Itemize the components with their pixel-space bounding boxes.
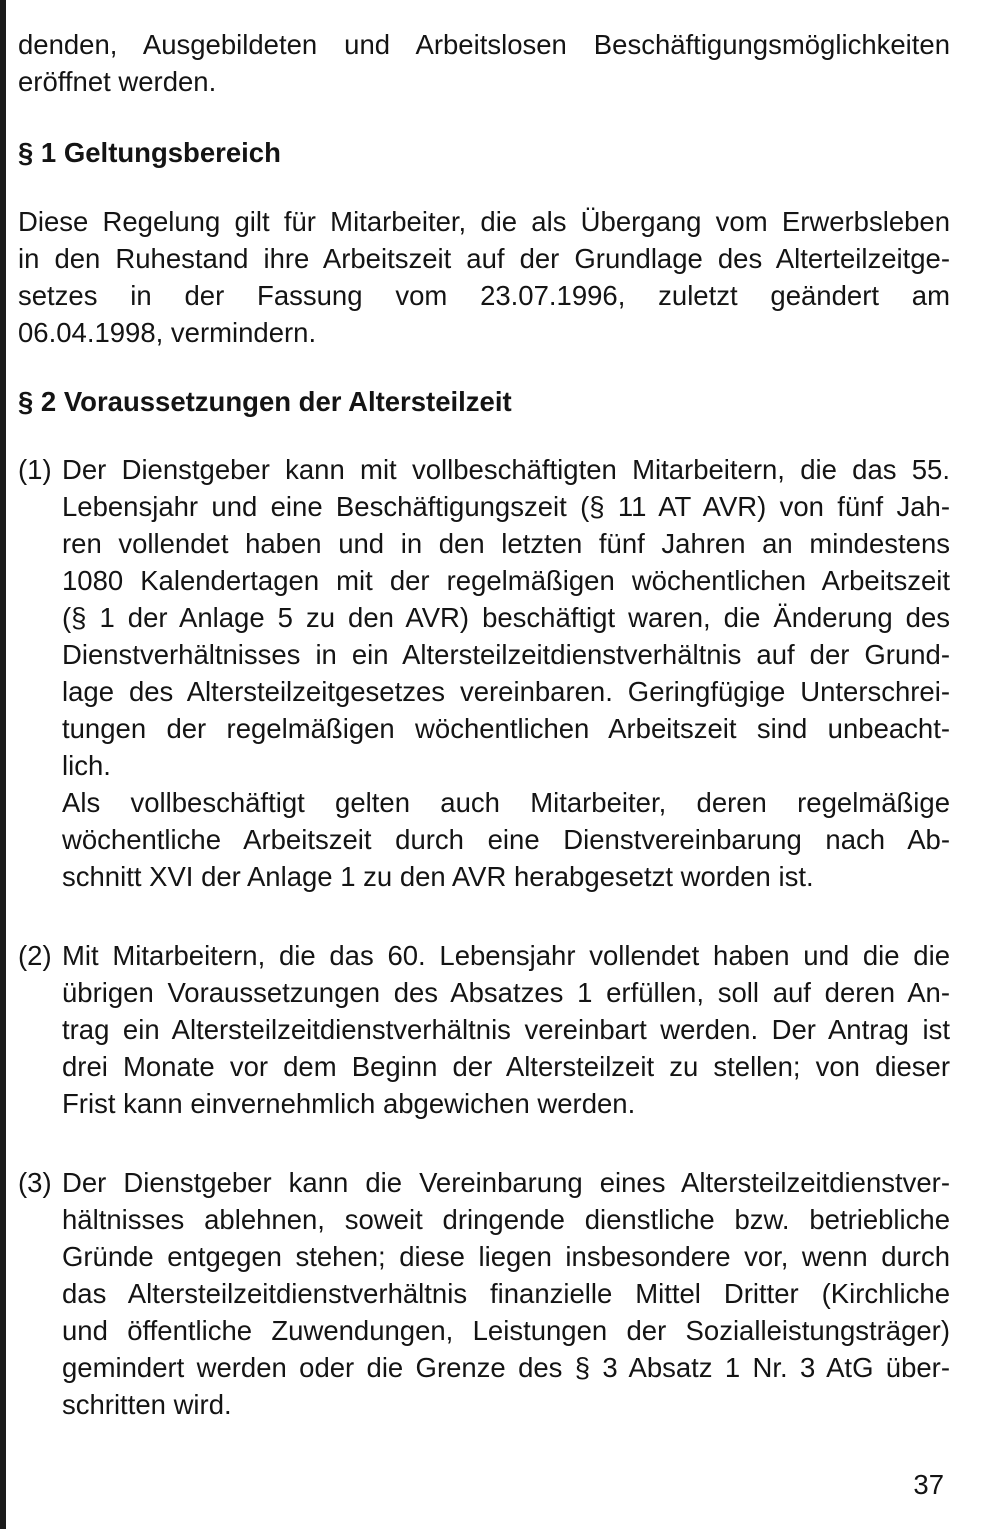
section-1-heading: § 1 Geltungsbereich bbox=[18, 137, 281, 168]
item-1-line: Lebensjahr und eine Beschäftigungszeit (§ 11 AT AVR) von fünf Jah- bbox=[62, 491, 950, 522]
section-2-item-1 bbox=[18, 451, 950, 895]
item-1-paragraph bbox=[62, 451, 950, 895]
item-1-line: Der Dienstgeber kann mit vollbeschäftigten Mitarbeitern, die das 55. bbox=[62, 454, 950, 485]
item-number: (2) bbox=[18, 940, 52, 971]
section-2-heading: § 2 Voraussetzungen der Altersteilzeit bbox=[18, 386, 512, 417]
item-2-line: drei Monate vor dem Beginn der Altersteilzeit zu stellen; von dieser bbox=[62, 1051, 950, 1082]
item-1-line: Dienstverhältnisses in ein Altersteilzeitdienstverhältnis auf der Grund- bbox=[62, 639, 950, 670]
item-2-line: übrigen Voraussetzungen des Absatzes 1 erfüllen, soll auf deren An- bbox=[62, 977, 950, 1008]
item-3-line: Gründe entgegen stehen; diese liegen insbesondere vor, wenn durch bbox=[62, 1241, 950, 1272]
item-1-line: schnitt XVI der Anlage 1 zu den AVR herabgesetzt worden ist. bbox=[62, 861, 814, 892]
item-number: (1) bbox=[18, 454, 52, 485]
section-1-line: 06.04.1998, vermindern. bbox=[18, 317, 317, 348]
item-1-line: (§ 1 der Anlage 5 zu den AVR) beschäftigt waren, die Änderung des bbox=[62, 602, 950, 633]
section-2-item-2 bbox=[18, 937, 950, 1122]
item-3-line: hältnisses ablehnen, soweit dringende dienstliche bzw. betriebliche bbox=[62, 1204, 950, 1235]
item-1-line: tungen der regelmäßigen wöchentlichen Arbeitszeit sind unbeacht- bbox=[62, 713, 950, 744]
intro-line-2: eröffnet werden. bbox=[18, 66, 217, 97]
item-2-paragraph bbox=[62, 937, 950, 1122]
section-1-paragraph bbox=[18, 203, 950, 351]
item-number: (3) bbox=[18, 1167, 52, 1198]
section-1-line: Diese Regelung gilt für Mitarbeiter, die als Übergang vom Erwerbsleben bbox=[18, 206, 950, 237]
item-3-line: gemindert werden oder die Grenze des § 3 Absatz 1 Nr. 3 AtG über- bbox=[62, 1352, 950, 1383]
item-3-line: schritten wird. bbox=[62, 1389, 232, 1420]
item-3-line: und öffentliche Zuwendungen, Leistungen der Sozialleistungsträger) bbox=[62, 1315, 950, 1346]
section-1-line: in den Ruhestand ihre Arbeitszeit auf der Grundlage des Alterteilzeitge- bbox=[18, 243, 950, 274]
item-2-line: Frist kann einvernehmlich abgewichen werden. bbox=[62, 1088, 636, 1119]
page-number: 37 bbox=[913, 1469, 944, 1500]
item-3-paragraph bbox=[62, 1164, 950, 1423]
item-2-line: Mit Mitarbeitern, die das 60. Lebensjahr vollendet haben und die die bbox=[62, 940, 950, 971]
item-1-line: ren vollendet haben und in den letzten fünf Jahren an mindestens bbox=[62, 528, 950, 559]
intro-line-1: denden, Ausgebildeten und Arbeitslosen Beschäftigungsmöglichkeiten bbox=[18, 29, 950, 60]
item-3-line: das Altersteilzeitdienstverhältnis finanzielle Mittel Dritter (Kirchliche bbox=[62, 1278, 950, 1309]
item-1-line: lage des Altersteilzeitgesetzes vereinbaren. Geringfügige Unterschrei- bbox=[62, 676, 950, 707]
item-1-line: 1080 Kalendertagen mit der regelmäßigen wöchentlichen Arbeitszeit bbox=[62, 565, 950, 596]
item-2-line: trag ein Altersteilzeitdienstverhältnis vereinbart werden. Der Antrag ist bbox=[62, 1014, 950, 1045]
item-1-line: wöchentliche Arbeitszeit durch eine Dienstvereinbarung nach Ab- bbox=[62, 824, 950, 855]
item-3-line: Der Dienstgeber kann die Vereinbarung eines Altersteilzeitdienstver- bbox=[62, 1167, 950, 1198]
document-body bbox=[18, 26, 950, 1423]
intro-paragraph bbox=[18, 26, 950, 100]
page-binding-edge bbox=[0, 0, 6, 1529]
section-1-line: setzes in der Fassung vom 23.07.1996, zuletzt geändert am bbox=[18, 280, 950, 311]
item-1-line: lich. bbox=[62, 750, 111, 781]
item-1-line: Als vollbeschäftigt gelten auch Mitarbeiter, deren regelmäßige bbox=[62, 787, 950, 818]
section-2-item-3 bbox=[18, 1164, 950, 1423]
